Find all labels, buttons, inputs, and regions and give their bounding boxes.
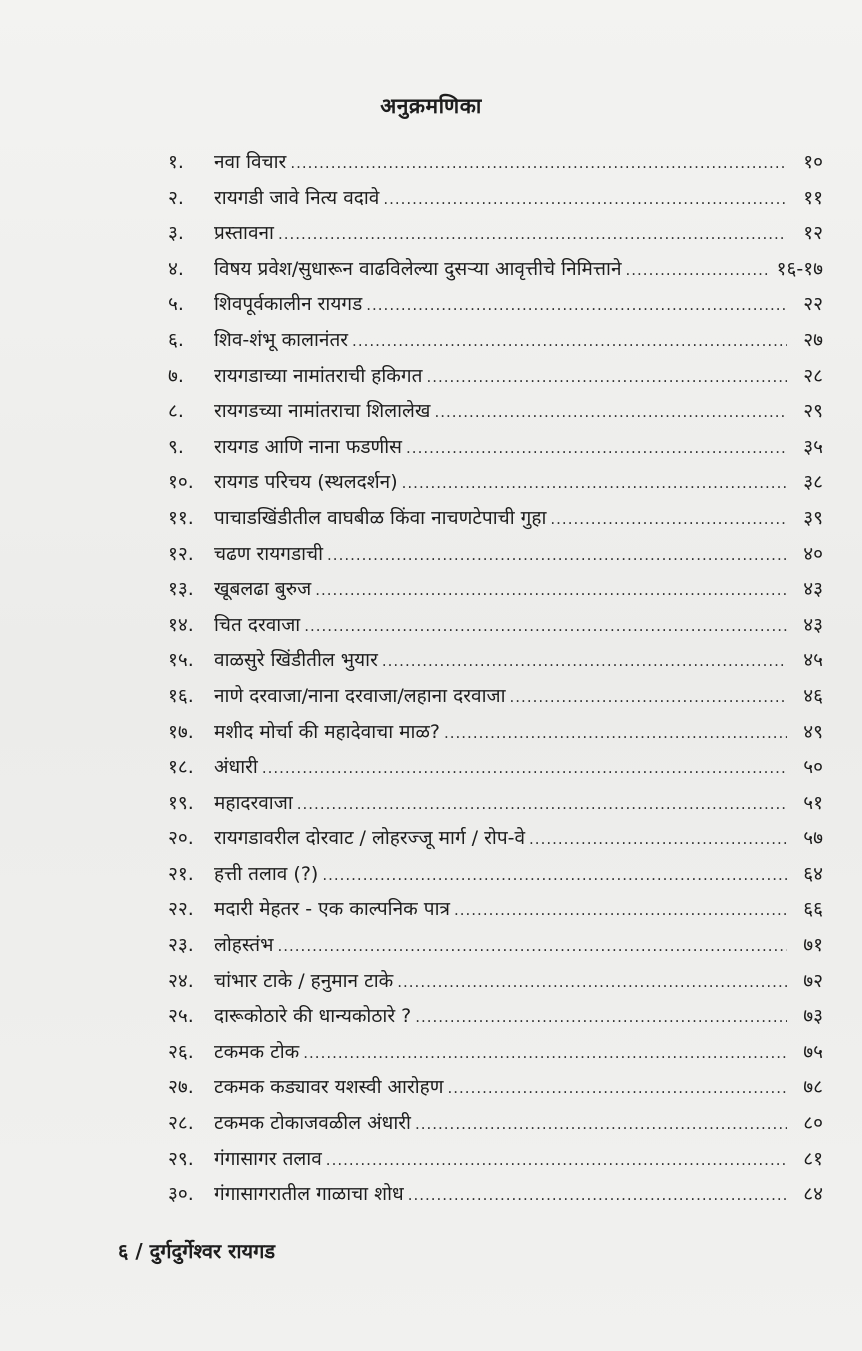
toc-leader-dots	[382, 652, 787, 670]
toc-entry-page: ६६	[803, 898, 823, 921]
toc-entry-title: चढण रायगडाची	[214, 542, 324, 565]
toc-leader-dots	[426, 368, 787, 386]
toc-entry-title: चित दरवाजा	[214, 613, 301, 636]
toc-entry	[168, 362, 823, 398]
toc-entry	[168, 575, 823, 611]
toc-leader-dots	[322, 866, 787, 884]
toc-entry-page: ७८	[803, 1076, 823, 1099]
toc-entry	[168, 895, 823, 931]
toc-entry-title: रायगड परिचय (स्थलदर्शन)	[214, 471, 398, 494]
toc-entry-number: १७.	[168, 720, 194, 743]
toc-entry-number: २३.	[168, 934, 194, 957]
toc-entry	[168, 184, 823, 220]
toc-entry-page: ४३	[803, 613, 823, 636]
toc-entry-title: गंगासागरातील गाळाचा शोध	[214, 1183, 404, 1206]
toc-entry-number: १८.	[168, 756, 194, 779]
toc-leader-dots	[406, 439, 787, 457]
toc-entry-page: १६-१७	[776, 257, 823, 280]
table-of-contents	[168, 148, 823, 1216]
toc-leader-dots	[277, 937, 787, 955]
toc-entry-number: १९.	[168, 791, 194, 814]
toc-entry-page: २८	[803, 364, 823, 387]
toc-entry-title: रायगडाच्या नामांतराची हकिगत	[214, 364, 423, 387]
toc-leader-dots	[434, 403, 787, 421]
page-footer: ६ / दुर्गदुर्गेश्वर रायगड	[118, 1239, 276, 1263]
toc-entry-title: महादरवाजा	[214, 791, 293, 814]
toc-leader-dots	[297, 795, 787, 813]
toc-entry-number: ५.	[168, 293, 184, 316]
toc-leader-dots	[327, 546, 787, 564]
toc-entry-number: १२.	[168, 542, 194, 565]
toc-entry	[168, 646, 823, 682]
toc-leader-dots	[290, 154, 787, 172]
toc-entry-title: नवा विचार	[214, 151, 287, 173]
toc-leader-dots	[383, 190, 787, 208]
toc-entry-title: रायगडच्या नामांतराचा शिलालेख	[214, 400, 431, 423]
toc-entry	[168, 931, 823, 967]
toc-leader-dots	[415, 1008, 787, 1026]
toc-leader-dots	[626, 261, 771, 279]
toc-leader-dots	[397, 973, 787, 991]
toc-leader-dots	[510, 688, 787, 706]
toc-entry-title: अंधारी	[214, 756, 258, 779]
toc-entry-title: रायगडी जावे नित्य वदावे	[214, 186, 380, 209]
toc-entry-number: २.	[168, 186, 184, 209]
toc-entry-number: १४.	[168, 613, 194, 636]
toc-entry-title: विषय प्रवेश/सुधारून वाढविलेल्या दुसऱ्या आवृत्तीचे निमित्ताने	[214, 257, 622, 280]
toc-entry-number: ९.	[168, 435, 184, 458]
toc-entry	[168, 148, 823, 184]
page-title: अनुक्रमणिका	[380, 94, 482, 118]
toc-entry	[168, 219, 823, 255]
toc-entry-page: ४५	[803, 649, 823, 672]
toc-entry-page: ८४	[803, 1183, 823, 1206]
toc-leader-dots	[444, 724, 787, 742]
toc-leader-dots	[550, 510, 787, 528]
toc-entry-page: २७	[803, 328, 823, 351]
toc-entry	[168, 540, 823, 576]
toc-entry	[168, 1002, 823, 1038]
toc-entry-number: २४.	[168, 969, 194, 992]
toc-entry-page: ५१	[803, 791, 823, 814]
toc-entry-page: ४०	[803, 542, 823, 565]
toc-entry-title: टकमक कड्यावर यशस्वी आरोहण	[214, 1076, 444, 1099]
toc-entry-title: शिवपूर्वकालीन रायगड	[214, 293, 363, 316]
toc-entry-number: ७.	[168, 364, 184, 387]
toc-entry-number: ६.	[168, 328, 184, 351]
toc-entry-page: ७२	[803, 969, 823, 992]
toc-leader-dots	[402, 474, 787, 492]
toc-entry-page: ८०	[803, 1112, 823, 1135]
toc-entry	[168, 1180, 823, 1216]
toc-leader-dots	[448, 1079, 788, 1097]
toc-leader-dots	[352, 332, 787, 350]
toc-entry-number: २०.	[168, 827, 194, 850]
toc-entry-title: मशीद मोर्चा की महादेवाचा माळ?	[214, 720, 440, 743]
toc-entry-page: ६४	[803, 862, 823, 885]
toc-entry-page: ७३	[803, 1005, 823, 1028]
toc-leader-dots	[529, 830, 787, 848]
toc-entry	[168, 433, 823, 469]
toc-entry	[168, 789, 823, 825]
toc-entry-title: प्रस्तावना	[214, 222, 274, 245]
toc-entry-title: चांभार टाके / हनुमान टाके	[214, 969, 394, 992]
toc-leader-dots	[278, 225, 787, 243]
toc-leader-dots	[304, 617, 787, 635]
toc-entry-number: २७.	[168, 1076, 194, 1099]
toc-entry	[168, 468, 823, 504]
toc-entry-number: १०.	[168, 471, 194, 494]
toc-leader-dots	[366, 296, 787, 314]
toc-entry-number: ३.	[168, 222, 184, 245]
toc-entry	[168, 824, 823, 860]
toc-entry-page: ३८	[803, 471, 823, 494]
toc-entry-page: ४९	[803, 720, 823, 743]
toc-entry	[168, 397, 823, 433]
toc-entry-page: २९	[803, 400, 823, 423]
toc-entry-number: २२.	[168, 898, 194, 921]
toc-entry-title: लोहस्तंभ	[214, 934, 274, 957]
toc-leader-dots	[315, 581, 787, 599]
toc-entry-title: वाळसुरे खिंडीतील भुयार	[214, 649, 378, 672]
toc-leader-dots	[262, 759, 787, 777]
toc-entry	[168, 1038, 823, 1074]
toc-entry-number: १६.	[168, 684, 194, 707]
toc-entry-number: २५.	[168, 1005, 194, 1028]
toc-entry	[168, 682, 823, 718]
toc-entry-page: १२	[803, 222, 823, 245]
toc-entry-title: टकमक टोक	[214, 1040, 300, 1063]
toc-entry-page: १०	[803, 151, 823, 173]
toc-entry-page: ८१	[803, 1147, 823, 1170]
toc-leader-dots	[303, 1044, 787, 1062]
toc-entry-number: ४.	[168, 257, 184, 280]
toc-entry-title: खूबलढा बुरुज	[214, 578, 312, 601]
toc-entry-page: ४३	[803, 578, 823, 601]
toc-entry-title: हत्ती तलाव (?)	[214, 862, 319, 885]
toc-entry	[168, 255, 823, 291]
toc-entry-number: २९.	[168, 1147, 194, 1170]
toc-entry-page: २२	[803, 293, 823, 316]
toc-entry-title: गंगासागर तलाव	[214, 1147, 322, 1170]
toc-entry-page: ५७	[803, 827, 823, 850]
toc-entry	[168, 290, 823, 326]
toc-entry	[168, 1073, 823, 1109]
toc-leader-dots	[454, 901, 787, 919]
toc-entry-page: ५०	[803, 756, 823, 779]
toc-entry-page: ४६	[803, 684, 823, 707]
toc-entry-number: ८.	[168, 400, 184, 423]
toc-entry	[168, 504, 823, 540]
toc-entry-number: ११.	[168, 506, 194, 529]
toc-entry-number: १५.	[168, 649, 194, 672]
toc-entry	[168, 967, 823, 1003]
toc-leader-dots	[408, 1186, 787, 1204]
toc-entry-number: २६.	[168, 1040, 194, 1063]
toc-entry-number: १३.	[168, 578, 194, 601]
toc-entry-title: दारूकोठारे की धान्यकोठारे ?	[214, 1005, 412, 1028]
toc-entry	[168, 1145, 823, 1181]
toc-entry	[168, 611, 823, 647]
toc-leader-dots	[415, 1115, 787, 1133]
toc-entry-title: टकमक टोकाजवळील अंधारी	[214, 1112, 411, 1135]
toc-entry-page: ३५	[803, 435, 823, 458]
toc-leader-dots	[326, 1151, 787, 1169]
toc-entry-page: ३९	[803, 506, 823, 529]
toc-entry-title: शिव-शंभू कालानंतर	[214, 328, 349, 351]
toc-entry-page: ७५	[803, 1040, 823, 1063]
toc-entry-page: ११	[803, 186, 823, 209]
toc-entry-title: रायगडावरील दोरवाट / लोहरज्जू मार्ग / रोप-वे	[214, 827, 526, 850]
toc-entry	[168, 718, 823, 754]
toc-entry	[168, 753, 823, 789]
toc-entry-title: नाणे दरवाजा/नाना दरवाजा/लहाना दरवाजा	[214, 684, 506, 707]
toc-entry-page: ७१	[803, 934, 823, 957]
toc-entry	[168, 860, 823, 896]
toc-entry-number: २८.	[168, 1112, 194, 1135]
toc-entry-title: मदारी मेहतर - एक काल्पनिक पात्र	[214, 898, 450, 921]
toc-entry-number: १.	[168, 151, 184, 173]
toc-entry	[168, 1109, 823, 1145]
toc-entry-title: पाचाडखिंडीतील वाघबीळ किंवा नाचणटेपाची गुहा	[214, 506, 547, 529]
toc-entry	[168, 326, 823, 362]
toc-entry-number: ३०.	[168, 1183, 194, 1206]
toc-entry-number: २१.	[168, 862, 194, 885]
toc-entry-title: रायगड आणि नाना फडणीस	[214, 435, 403, 458]
